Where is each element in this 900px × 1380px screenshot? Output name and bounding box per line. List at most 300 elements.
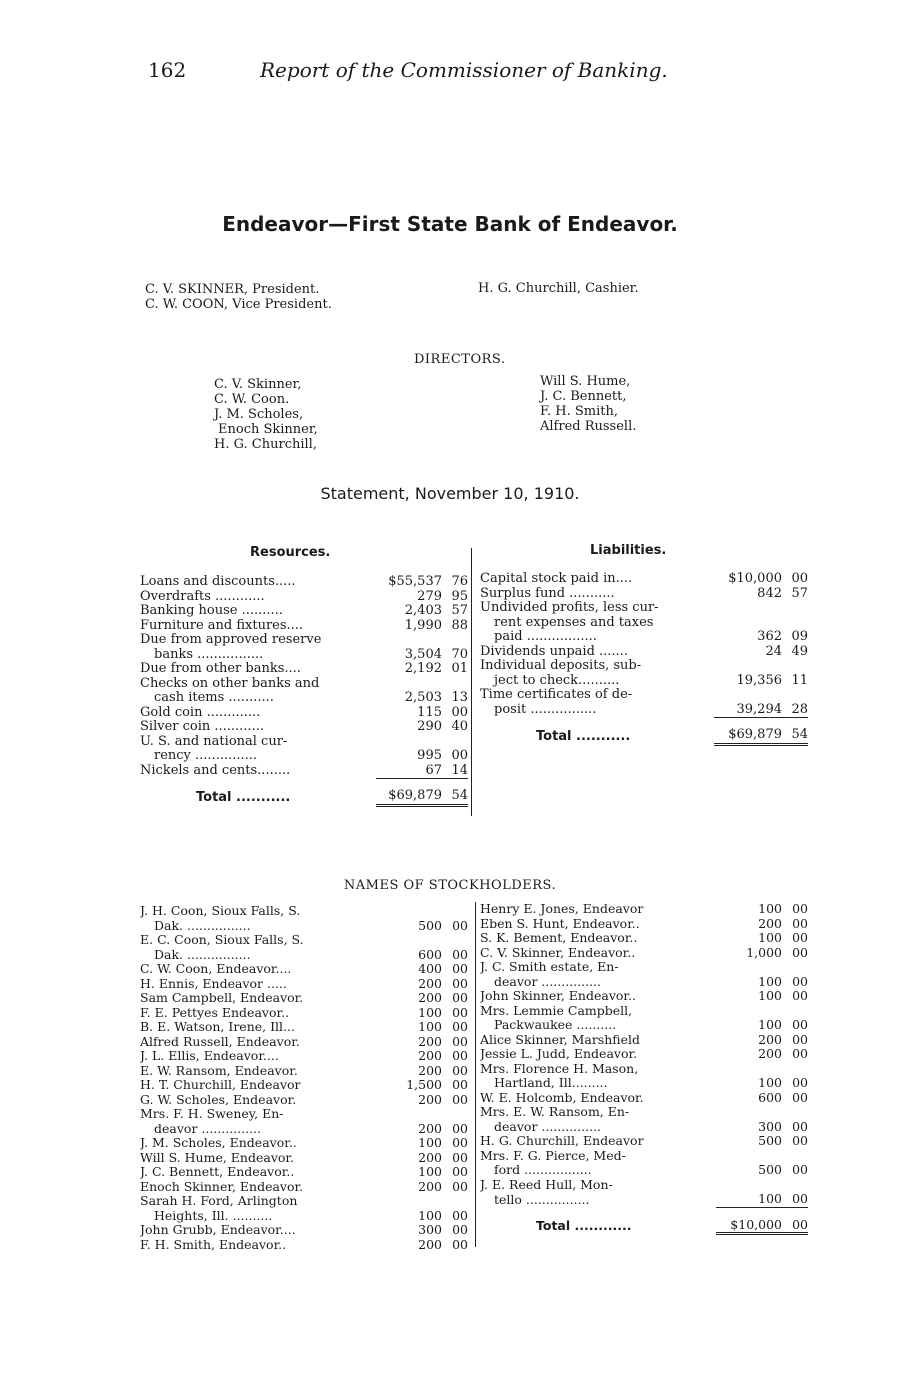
resource-row: [140, 764, 468, 779]
total-cents: 54: [786, 718, 808, 745]
liabilities-heading: Liabilities.: [590, 543, 667, 558]
director-name: F. H. Smith,: [540, 404, 618, 419]
entry-dollars: 842: [757, 585, 782, 601]
entry-cents: [786, 688, 808, 703]
stockholder-row: [480, 917, 808, 932]
entry-cents: [446, 1194, 468, 1209]
entry-cents: 00: [452, 1178, 468, 1194]
stockholders-right-table: [480, 902, 808, 1235]
entry-label: deavor ...............: [154, 1121, 261, 1136]
total-row: [480, 1207, 808, 1234]
director-name: J. M. Scholes,: [214, 407, 304, 422]
liability-row: [480, 616, 808, 631]
entry-dollars: 100: [758, 1075, 782, 1090]
entry-label: Mrs. E. W. Ransom, En-: [480, 1105, 630, 1119]
entry-label: Henry E. Jones, Endeavor: [480, 902, 644, 916]
total-dollars: $69,879: [714, 718, 786, 745]
entry-dollars: 279: [417, 588, 442, 604]
entry-dollars: [716, 1004, 786, 1019]
entry-cents: 00: [792, 915, 808, 931]
entry-label: Enoch Skinner, Endeavor.: [140, 1179, 304, 1194]
stockholder-row: [140, 904, 468, 919]
entry-label: ject to check..........: [494, 673, 620, 688]
resource-row: [140, 633, 468, 648]
statement-divider: [471, 548, 472, 816]
entry-label: J. C. Smith estate, En-: [480, 960, 619, 974]
stockholders-left-table: [140, 904, 468, 1252]
entry-dollars: [716, 1062, 786, 1077]
entry-cents: 00: [452, 1222, 468, 1237]
entry-cents: 00: [452, 1120, 468, 1136]
entry-cents: [446, 677, 468, 692]
entry-label: J. M. Scholes, Endeavor..: [140, 1136, 297, 1150]
entry-dollars: 500: [418, 917, 442, 933]
stockholder-row: [480, 1033, 808, 1048]
directors-heading: DIRECTORS.: [414, 352, 506, 367]
page-number: 162: [148, 58, 187, 82]
entry-cents: 00: [452, 946, 468, 962]
entry-cents: 00: [792, 1133, 808, 1148]
stockholder-row: [480, 1192, 808, 1207]
entry-label: rency ...............: [154, 749, 258, 763]
entry-label: Mrs. F. G. Pierce, Med-: [480, 1148, 626, 1163]
entry-cents: 49: [791, 643, 808, 659]
entry-cents: 00: [452, 1135, 468, 1150]
entry-label: Loans and discounts.....: [140, 575, 296, 589]
entry-dollars: $10,000: [728, 571, 782, 586]
entry-cents: 00: [452, 1062, 468, 1078]
stockholder-row: [140, 1238, 468, 1253]
stockholder-row: [140, 977, 468, 992]
stockholder-row: [140, 1209, 468, 1224]
total-label: Total ...........: [536, 728, 631, 744]
entry-cents: [786, 659, 808, 674]
entry-cents: 00: [792, 1191, 808, 1206]
total-row: [480, 718, 808, 745]
stockholder-row: [140, 1107, 468, 1122]
entry-label: Due from approved reserve: [140, 633, 322, 647]
entry-label: Eben S. Hunt, Endeavor..: [480, 916, 640, 931]
entry-label: Banking house ..........: [140, 604, 283, 618]
stockholder-row: [480, 960, 808, 975]
entry-cents: 00: [452, 1048, 468, 1063]
entry-label: C. W. Coon, Endeavor....: [140, 962, 292, 976]
entry-cents: 00: [792, 1017, 808, 1032]
stockholder-row: [480, 1062, 808, 1077]
entry-cents: 11: [791, 672, 808, 688]
officer-vice-president: C. W. COON, Vice President.: [145, 297, 332, 312]
entry-cents: 70: [451, 646, 468, 662]
liability-row: [480, 630, 808, 645]
entry-dollars: 67: [425, 762, 442, 778]
total-row: [140, 779, 468, 806]
entry-dollars: [716, 1178, 786, 1193]
resource-row: [140, 575, 468, 590]
entry-dollars: 200: [418, 1120, 442, 1136]
entry-dollars: 100: [758, 1191, 782, 1206]
entry-dollars: 995: [417, 748, 442, 763]
entry-label: Jessie L. Judd, Endeavor.: [480, 1047, 638, 1061]
stockholder-row: [140, 1122, 468, 1137]
entry-dollars: 300: [758, 1118, 782, 1134]
entry-cents: 57: [791, 585, 808, 601]
entry-dollars: [379, 1107, 446, 1122]
entry-label: rent expenses and taxes: [494, 615, 654, 630]
entry-label: G. W. Scholes, Endeavor.: [140, 1092, 297, 1107]
entry-dollars: [714, 688, 786, 703]
resource-row: [140, 720, 468, 735]
entry-dollars: 2,403: [404, 603, 442, 618]
entry-label: E. W. Ransom, Endeavor.: [140, 1063, 298, 1078]
entry-label: Furniture and fixtures....: [140, 618, 304, 633]
entry-label: Dividends unpaid .......: [480, 644, 628, 659]
entry-dollars: 362: [757, 629, 782, 644]
total-label: Total ............: [536, 1218, 632, 1233]
entry-dollars: 100: [418, 1207, 442, 1223]
directors-right-list: [540, 374, 636, 434]
stockholder-row: [480, 1134, 808, 1149]
entry-label: Dak. ................: [154, 918, 251, 933]
entry-cents: 00: [792, 988, 808, 1003]
entry-cents: 00: [452, 1164, 468, 1179]
entry-cents: 00: [452, 1033, 468, 1049]
entry-cents: 00: [792, 1118, 808, 1134]
entry-dollars: 400: [418, 961, 442, 976]
stockholder-row: [480, 1018, 808, 1033]
bank-title: Endeavor—First State Bank of Endeavor.: [222, 212, 678, 236]
entry-dollars: [376, 633, 446, 648]
entry-cents: 00: [451, 748, 468, 763]
stockholder-row: [140, 1006, 468, 1021]
entry-label: Alfred Russell, Endeavor.: [140, 1034, 300, 1049]
entry-cents: [786, 1105, 808, 1120]
entry-cents: 00: [452, 961, 468, 976]
director-name: H. G. Churchill,: [214, 437, 317, 452]
stockholder-row: [480, 902, 808, 917]
liabilities-table-wrap: [480, 572, 808, 746]
total-label: Total ...........: [196, 789, 291, 805]
entry-cents: 00: [792, 973, 808, 989]
entry-label: Dak. ................: [154, 947, 251, 962]
entry-cents: [446, 1107, 468, 1122]
entry-cents: 00: [452, 975, 468, 991]
entry-dollars: [376, 735, 446, 750]
stockholder-row: [140, 962, 468, 977]
resource-row: [140, 749, 468, 764]
entry-cents: [786, 601, 808, 616]
stockholder-row: [480, 989, 808, 1004]
director-name: J. C. Bennett,: [540, 389, 627, 404]
total-dollars: $69,879: [376, 779, 446, 806]
liability-row: [480, 645, 808, 660]
entry-cents: [786, 1004, 808, 1019]
entry-label: H. T. Churchill, Endeavor: [140, 1078, 301, 1092]
entry-dollars: 100: [418, 1135, 442, 1150]
resources-table-wrap: [140, 575, 468, 807]
stockholder-row: [480, 946, 808, 961]
entry-cents: 00: [792, 1162, 808, 1177]
entry-cents: 00: [452, 917, 468, 933]
entry-dollars: [716, 960, 786, 975]
entry-dollars: 100: [758, 988, 782, 1003]
resource-row: [140, 604, 468, 619]
liabilities-table: [480, 572, 808, 746]
entry-label: U. S. and national cur-: [140, 734, 288, 749]
entry-cents: 00: [791, 571, 808, 586]
stockholder-row: [480, 1149, 808, 1164]
entry-cents: [786, 616, 808, 631]
entry-label: Sarah H. Ford, Arlington: [140, 1194, 298, 1208]
entry-label: Will S. Hume, Endeavor.: [140, 1150, 294, 1165]
stockholder-row: [480, 1047, 808, 1062]
entry-cents: 00: [452, 1207, 468, 1223]
liability-row: [480, 674, 808, 689]
entry-dollars: [716, 1105, 786, 1120]
entry-dollars: 100: [758, 930, 782, 945]
entry-dollars: 200: [758, 1031, 782, 1047]
entry-cents: 14: [451, 762, 468, 778]
entry-dollars: 200: [418, 1149, 442, 1165]
entry-dollars: 200: [418, 1048, 442, 1063]
entry-dollars: [714, 616, 786, 631]
entry-cents: 00: [451, 704, 468, 720]
liability-row: [480, 601, 808, 616]
stockholder-row: [140, 948, 468, 963]
entry-cents: 88: [451, 617, 468, 633]
entry-cents: 76: [451, 574, 468, 589]
stockholder-row: [140, 1180, 468, 1195]
entry-dollars: 24: [765, 643, 782, 659]
entry-dollars: 200: [418, 1236, 442, 1252]
entry-label: Mrs. Lemmie Campbell,: [480, 1003, 633, 1018]
entry-label: Individual deposits, sub-: [480, 659, 642, 673]
entry-label: Gold coin .............: [140, 705, 261, 720]
officer-cashier: H. G. Churchill, Cashier.: [478, 281, 639, 296]
stockholder-row: [480, 1076, 808, 1091]
entry-dollars: 200: [418, 1178, 442, 1194]
entry-cents: [786, 1062, 808, 1077]
entry-cents: 00: [452, 1236, 468, 1252]
entry-label: posit ................: [494, 702, 597, 717]
total-cents: 00: [786, 1207, 808, 1234]
liability-row: [480, 572, 808, 587]
entry-dollars: 200: [758, 1046, 782, 1061]
liability-row: [480, 688, 808, 703]
stockholder-row: [480, 931, 808, 946]
resource-row: [140, 590, 468, 605]
director-name: Alfred Russell.: [540, 419, 637, 434]
entry-cents: 00: [792, 901, 808, 916]
total-dollars: $10,000: [716, 1207, 786, 1234]
entry-dollars: 300: [418, 1222, 442, 1237]
entry-label: J. E. Reed Hull, Mon-: [480, 1177, 613, 1192]
entry-cents: [786, 1178, 808, 1193]
entry-label: Silver coin ............: [140, 720, 264, 734]
stockholder-row: [140, 991, 468, 1006]
stockholder-row: [140, 1035, 468, 1050]
entry-cents: [446, 735, 468, 750]
directors-left-list: [214, 377, 318, 452]
entry-dollars: 200: [418, 975, 442, 991]
stockholder-row: [140, 1151, 468, 1166]
entry-dollars: 1,500: [406, 1077, 442, 1092]
entry-label: S. K. Bement, Endeavor..: [480, 931, 638, 945]
entry-dollars: 2,192: [404, 661, 442, 676]
entry-label: C. V. Skinner, Endeavor..: [480, 945, 636, 960]
stockholder-row: [140, 933, 468, 948]
entry-label: Heights, Ill. ..........: [154, 1208, 273, 1223]
entry-cents: 00: [792, 944, 808, 960]
entry-label: H. G. Churchill, Endeavor: [480, 1134, 644, 1148]
stockholder-row: [480, 1163, 808, 1178]
entry-dollars: 1,000: [746, 944, 782, 960]
stockholder-row: [480, 1105, 808, 1120]
entry-dollars: 200: [418, 990, 442, 1005]
entry-dollars: 2,503: [404, 690, 442, 705]
entry-label: Surplus fund ...........: [480, 586, 615, 601]
stockholder-row: [140, 1049, 468, 1064]
stockholder-row: [140, 1093, 468, 1108]
entry-dollars: [376, 677, 446, 692]
entry-dollars: 200: [418, 1062, 442, 1078]
entry-dollars: 500: [758, 1162, 782, 1177]
entry-cents: [446, 933, 468, 948]
entry-cents: 00: [792, 1031, 808, 1047]
entry-label: Hartland, Ill.........: [494, 1076, 608, 1090]
stockholders-left-wrap: [140, 904, 468, 1252]
entry-label: paid .................: [494, 630, 597, 644]
statement-date: Statement, November 10, 1910.: [320, 484, 580, 503]
stockholder-row: [140, 1194, 468, 1209]
resources-heading: Resources.: [250, 545, 331, 560]
total-cents: 54: [446, 779, 468, 806]
stockholder-row: [140, 1064, 468, 1079]
entry-label: H. Ennis, Endeavor .....: [140, 976, 287, 991]
stockholder-row: [480, 1178, 808, 1193]
entry-dollars: 100: [758, 1017, 782, 1032]
officer-president: C. V. SKINNER, President.: [145, 282, 320, 297]
entry-label: Sam Campbell, Endeavor.: [140, 991, 304, 1005]
resource-row: [140, 691, 468, 706]
entry-cents: 00: [792, 1089, 808, 1105]
resources-table: [140, 575, 468, 807]
entry-dollars: 3,504: [404, 646, 442, 662]
entry-label: John Grubb, Endeavor....: [140, 1223, 296, 1237]
entry-dollars: [379, 933, 446, 948]
entry-cents: 00: [452, 1149, 468, 1165]
resource-row: [140, 706, 468, 721]
entry-label: Due from other banks....: [140, 662, 301, 676]
entry-label: deavor ...............: [494, 1119, 601, 1134]
entry-dollars: 200: [418, 1091, 442, 1107]
entry-dollars: 100: [758, 973, 782, 989]
liability-row: [480, 587, 808, 602]
liability-row: [480, 703, 808, 718]
entry-label: tello ................: [494, 1192, 590, 1207]
resource-row: [140, 619, 468, 634]
stockholder-row: [480, 975, 808, 990]
entry-cents: 28: [791, 701, 808, 717]
entry-dollars: 100: [758, 901, 782, 916]
entry-cents: 00: [792, 1046, 808, 1061]
resource-row: [140, 677, 468, 692]
entry-dollars: 600: [758, 1089, 782, 1105]
entry-dollars: 290: [417, 719, 442, 734]
running-title: Report of the Commissioner of Banking.: [260, 58, 668, 82]
entry-label: J. L. Ellis, Endeavor....: [140, 1049, 279, 1063]
entry-label: deavor ...............: [494, 974, 601, 989]
entry-label: ford .................: [494, 1163, 592, 1177]
stockholder-row: [480, 1004, 808, 1019]
stockholder-row: [140, 1078, 468, 1093]
entry-dollars: 1,990: [404, 617, 442, 633]
entry-dollars: 200: [418, 1033, 442, 1049]
liability-row: [480, 659, 808, 674]
entry-dollars: 115: [417, 704, 442, 720]
entry-cents: 00: [452, 990, 468, 1005]
stockholders-heading: NAMES OF STOCKHOLDERS.: [343, 878, 557, 893]
entry-label: Mrs. Florence H. Mason,: [480, 1061, 639, 1076]
entry-dollars: [379, 904, 446, 919]
entry-cents: 01: [451, 661, 468, 676]
entry-label: Checks on other banks and: [140, 676, 320, 691]
entry-cents: 00: [452, 1077, 468, 1092]
entry-label: Time certificates of de-: [480, 688, 633, 702]
entry-dollars: 600: [418, 946, 442, 962]
director-name: Will S. Hume,: [540, 374, 631, 389]
entry-label: Undivided profits, less cur-: [480, 601, 659, 615]
entry-dollars: [714, 659, 786, 674]
director-name: C. V. Skinner,: [214, 377, 302, 392]
entry-label: Packwaukee ..........: [494, 1018, 617, 1032]
resource-row: [140, 735, 468, 750]
stockholders-right-wrap: [480, 902, 808, 1235]
entry-cents: 09: [791, 629, 808, 644]
entry-label: F. E. Pettyes Endeavor..: [140, 1005, 290, 1020]
entry-cents: 00: [792, 1075, 808, 1090]
entry-cents: [446, 904, 468, 919]
stockholder-row: [140, 1165, 468, 1180]
stockholder-row: [140, 919, 468, 934]
entry-dollars: 19,356: [736, 672, 782, 688]
entry-dollars: 100: [418, 1004, 442, 1020]
entry-label: B. E. Watson, Irene, Ill...: [140, 1020, 295, 1034]
stockholder-row: [140, 1020, 468, 1035]
entry-label: E. C. Coon, Sioux Falls, S.: [140, 933, 304, 947]
director-name: Enoch Skinner,: [218, 422, 318, 437]
stockholder-row: [140, 1223, 468, 1238]
entry-label: Capital stock paid in....: [480, 572, 633, 586]
entry-dollars: 100: [418, 1164, 442, 1179]
entry-cents: 00: [452, 1004, 468, 1020]
entry-cents: 13: [451, 690, 468, 705]
entry-dollars: 200: [758, 915, 782, 931]
stockholder-row: [140, 1136, 468, 1151]
entry-dollars: $55,537: [388, 574, 442, 589]
entry-cents: 00: [452, 1019, 468, 1034]
entry-dollars: 500: [758, 1133, 782, 1148]
entry-cents: [786, 1149, 808, 1164]
entry-dollars: [714, 601, 786, 616]
entry-label: John Skinner, Endeavor..: [480, 989, 636, 1003]
entry-label: J. C. Bennett, Endeavor..: [140, 1165, 295, 1179]
resource-row: [140, 662, 468, 677]
resource-row: [140, 648, 468, 663]
entry-cents: [786, 960, 808, 975]
entry-cents: 57: [451, 603, 468, 618]
entry-dollars: [716, 1149, 786, 1164]
entry-dollars: 39,294: [736, 701, 782, 717]
